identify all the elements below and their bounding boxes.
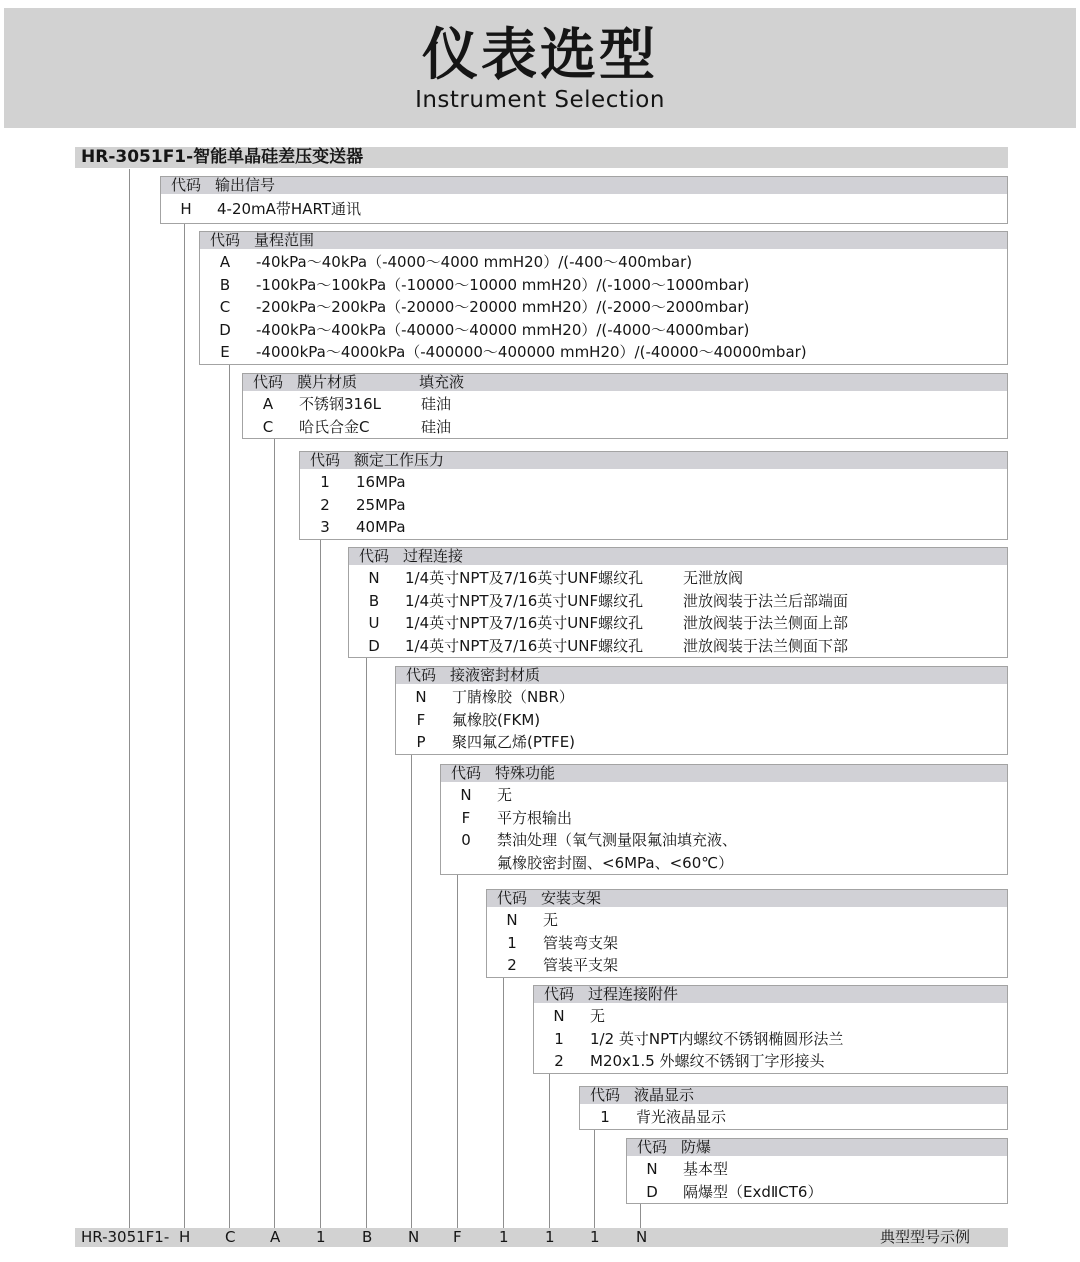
option-desc: 丁腈橡胶（NBR） bbox=[452, 688, 574, 706]
selection-table-process-connection bbox=[348, 547, 1008, 658]
option-code: N bbox=[368, 569, 380, 587]
option-desc: 无 bbox=[497, 786, 513, 804]
option-desc: 16MPa bbox=[356, 473, 406, 491]
option-fill: 硅油 bbox=[421, 395, 452, 413]
table-title: 特殊功能 bbox=[495, 764, 556, 782]
option-code: D bbox=[368, 636, 380, 655]
option-code: U bbox=[368, 614, 380, 632]
example-code-process-connection-accessory: 1 bbox=[545, 1228, 555, 1246]
option-code: H bbox=[180, 200, 192, 218]
table-header bbox=[243, 374, 1007, 393]
option-code: 3 bbox=[320, 518, 330, 536]
option-code: B bbox=[219, 275, 231, 294]
table-row bbox=[243, 416, 1007, 439]
table-row bbox=[487, 954, 1007, 977]
option-desc: 1/4英寸NPT及7/16英寸UNF螺纹孔 bbox=[405, 591, 644, 610]
table-header bbox=[580, 1087, 1007, 1106]
page-subtitle: Instrument Selection bbox=[415, 87, 665, 113]
option-code: 2 bbox=[320, 495, 330, 514]
option-code: N bbox=[553, 1007, 565, 1025]
selection-table-special-function bbox=[440, 764, 1008, 875]
option-desc: -100kPa～100kPa（-10000～10000 mmH20）/(-1000～1000mbar) bbox=[256, 275, 750, 294]
table-row bbox=[200, 274, 1007, 297]
example-code-mounting-bracket: 1 bbox=[499, 1228, 509, 1246]
option-desc2: 泄放阀装于法兰侧面下部 bbox=[683, 636, 849, 655]
example-code-process-connection: B bbox=[362, 1228, 373, 1246]
connector-line bbox=[129, 169, 130, 1228]
table-header bbox=[349, 548, 1007, 567]
table-row bbox=[396, 709, 1007, 732]
connector-line bbox=[229, 364, 230, 1228]
table-row bbox=[349, 567, 1007, 590]
option-code: F bbox=[461, 808, 471, 827]
table-row bbox=[200, 319, 1007, 342]
option-desc: 聚四氟乙烯(PTFE) bbox=[452, 733, 576, 751]
code-column-header: 代码 bbox=[451, 764, 482, 782]
example-model-prefix: HR-3051F1- bbox=[81, 1228, 170, 1246]
option-desc: 25MPa bbox=[356, 495, 406, 514]
table-header bbox=[396, 667, 1007, 686]
option-code: C bbox=[219, 298, 231, 316]
selection-table-range bbox=[199, 231, 1008, 365]
option-desc: 管装弯支架 bbox=[543, 933, 619, 952]
table-title: 过程连接附件 bbox=[588, 985, 679, 1003]
table-title: 量程范围 bbox=[254, 231, 315, 249]
table-header bbox=[300, 452, 1007, 471]
option-code: N bbox=[506, 911, 518, 929]
option-desc: 40MPa bbox=[356, 518, 406, 536]
option-code: N bbox=[460, 786, 472, 804]
code-column-header: 代码 bbox=[210, 231, 241, 249]
table-header bbox=[161, 177, 1007, 196]
code-column-header: 代码 bbox=[637, 1138, 668, 1156]
option-code: B bbox=[368, 591, 380, 610]
example-code-rated-pressure: 1 bbox=[316, 1228, 326, 1246]
table-header bbox=[487, 890, 1007, 909]
selection-table-process-connection-accessory bbox=[533, 985, 1008, 1074]
table-header bbox=[627, 1139, 1007, 1158]
table-row bbox=[200, 251, 1007, 274]
table-row bbox=[349, 590, 1007, 613]
example-model-band bbox=[75, 1228, 1008, 1247]
connector-line bbox=[503, 977, 504, 1228]
option-desc: 1/4英寸NPT及7/16英寸UNF螺纹孔 bbox=[405, 636, 644, 655]
option-code: N bbox=[415, 688, 427, 706]
option-desc: 无 bbox=[543, 911, 559, 929]
selection-table-rated-pressure bbox=[299, 451, 1008, 540]
table-row bbox=[300, 516, 1007, 539]
option-code: 2 bbox=[554, 1052, 564, 1070]
option-code: P bbox=[416, 733, 426, 751]
option-code: N bbox=[646, 1160, 658, 1178]
page-title: 仪表选型 bbox=[422, 23, 658, 88]
selection-table-output-signal bbox=[160, 176, 1008, 224]
example-code-explosion-proof: N bbox=[636, 1228, 648, 1246]
option-desc2: 泄放阀装于法兰侧面上部 bbox=[683, 614, 849, 632]
table-row bbox=[396, 686, 1007, 709]
table-row bbox=[627, 1181, 1007, 1204]
table-row bbox=[200, 341, 1007, 364]
table-row bbox=[441, 807, 1007, 830]
option-desc2: 泄放阀装于法兰后部端面 bbox=[683, 591, 849, 610]
table-row bbox=[161, 196, 1007, 223]
table-row bbox=[200, 296, 1007, 319]
example-code-output-signal: H bbox=[179, 1228, 191, 1246]
table-row bbox=[300, 494, 1007, 517]
example-code-special-function: F bbox=[453, 1228, 462, 1246]
table-row bbox=[580, 1106, 1007, 1129]
option-desc: 哈氏合金C bbox=[299, 417, 370, 436]
option-desc bbox=[497, 829, 737, 874]
connector-line bbox=[184, 222, 185, 1228]
option-code: 2 bbox=[507, 956, 517, 974]
code-column-header: 代码 bbox=[544, 985, 575, 1003]
example-code-diaphragm-material: A bbox=[270, 1228, 281, 1246]
connector-line bbox=[640, 1203, 641, 1228]
connector-line bbox=[594, 1129, 595, 1228]
option-code: 1 bbox=[554, 1029, 564, 1048]
connector-line bbox=[320, 539, 321, 1228]
option-code: A bbox=[219, 253, 231, 271]
option-desc: 1/4英寸NPT及7/16英寸UNF螺纹孔 bbox=[405, 614, 644, 632]
option-code: D bbox=[646, 1182, 658, 1201]
option-desc: 隔爆型（ExdⅡCT6） bbox=[683, 1182, 823, 1201]
option-desc: 不锈钢316L bbox=[299, 395, 381, 413]
option-desc: 4-20mA带HART通讯 bbox=[217, 200, 361, 218]
option-desc: 无 bbox=[590, 1007, 606, 1025]
connector-line bbox=[274, 438, 275, 1228]
table-row bbox=[534, 1028, 1007, 1051]
code-column-header: 代码 bbox=[253, 373, 284, 391]
code-column-header: 代码 bbox=[359, 547, 390, 565]
option-desc: 背光液晶显示 bbox=[636, 1108, 727, 1126]
selection-table-seal-material bbox=[395, 666, 1008, 755]
option-code: 0 bbox=[461, 831, 471, 849]
option-code: 1 bbox=[600, 1108, 610, 1126]
example-code-range: C bbox=[225, 1228, 236, 1246]
table-row bbox=[441, 784, 1007, 807]
option-desc: 1/2 英寸NPT内螺纹不锈钢椭圆形法兰 bbox=[590, 1029, 844, 1048]
code-column-header: 代码 bbox=[310, 451, 341, 469]
table-title: 膜片材质 bbox=[297, 373, 358, 391]
table-row bbox=[627, 1158, 1007, 1181]
table-title: 额定工作压力 bbox=[354, 451, 445, 469]
option-desc: 管装平支架 bbox=[543, 956, 619, 974]
option-desc: -40kPa～40kPa（-4000～4000 mmH20）/(-400～400mbar) bbox=[256, 253, 693, 271]
table-row bbox=[534, 1050, 1007, 1073]
option-desc: M20x1.5 外螺纹不锈钢丁字形接头 bbox=[590, 1052, 825, 1070]
option-code: A bbox=[262, 395, 274, 413]
option-code: C bbox=[262, 417, 274, 436]
option-desc2: 无泄放阀 bbox=[683, 569, 744, 587]
connector-line bbox=[366, 657, 367, 1228]
selection-table-lcd-display bbox=[579, 1086, 1008, 1130]
selection-table-mounting-bracket bbox=[486, 889, 1008, 978]
code-column-header: 代码 bbox=[171, 176, 202, 194]
table-row bbox=[300, 471, 1007, 494]
option-code: 1 bbox=[320, 473, 330, 491]
option-fill: 硅油 bbox=[421, 417, 452, 436]
fill-column-header: 填充液 bbox=[419, 373, 465, 391]
table-row bbox=[243, 393, 1007, 416]
option-desc: -4000kPa～4000kPa（-400000～400000 mmH20）/(-40000～40000mbar) bbox=[256, 343, 807, 361]
table-title: 接液密封材质 bbox=[450, 666, 541, 684]
option-code: F bbox=[416, 710, 426, 729]
connector-line bbox=[411, 754, 412, 1228]
option-desc: 平方根输出 bbox=[497, 808, 573, 827]
option-desc: 1/4英寸NPT及7/16英寸UNF螺纹孔 bbox=[405, 569, 644, 587]
option-desc: -400kPa～400kPa（-40000～40000 mmH20）/(-4000～4000mbar) bbox=[256, 320, 750, 339]
option-desc: 氟橡胶(FKM) bbox=[452, 710, 541, 729]
example-caption: 典型型号示例 bbox=[879, 1228, 970, 1246]
table-row bbox=[349, 612, 1007, 635]
table-row bbox=[487, 932, 1007, 955]
example-code-seal-material: N bbox=[408, 1228, 420, 1246]
table-row bbox=[441, 829, 1007, 874]
option-desc: -200kPa～200kPa（-20000～20000 mmH20）/(-2000～2000mbar) bbox=[256, 298, 750, 316]
connector-line bbox=[457, 874, 458, 1228]
code-column-header: 代码 bbox=[497, 889, 528, 907]
table-header bbox=[200, 232, 1007, 251]
code-column-header: 代码 bbox=[406, 666, 437, 684]
table-title: 液晶显示 bbox=[634, 1086, 695, 1104]
table-header bbox=[534, 986, 1007, 1005]
table-title: 防爆 bbox=[681, 1138, 712, 1156]
option-desc: 基本型 bbox=[683, 1160, 729, 1178]
table-title: 输出信号 bbox=[215, 176, 276, 194]
connector-line bbox=[549, 1073, 550, 1228]
table-title: 安装支架 bbox=[541, 889, 602, 907]
selection-table-diaphragm-material bbox=[242, 373, 1008, 439]
selection-table-explosion-proof bbox=[626, 1138, 1008, 1204]
example-code-lcd-display: 1 bbox=[590, 1228, 600, 1246]
table-row bbox=[349, 635, 1007, 658]
option-code: E bbox=[220, 343, 230, 361]
code-column-header: 代码 bbox=[590, 1086, 621, 1104]
option-desc-line1: 禁油处理（氧气测量限氟油填充液、 bbox=[497, 831, 738, 849]
table-header bbox=[441, 765, 1007, 784]
table-row bbox=[396, 731, 1007, 754]
table-row bbox=[487, 909, 1007, 932]
option-code: 1 bbox=[507, 933, 517, 952]
product-title-bar: HR-3051F1-智能单晶硅差压变送器 bbox=[75, 147, 1008, 168]
page-banner bbox=[4, 8, 1076, 128]
table-row bbox=[534, 1005, 1007, 1028]
option-code: D bbox=[219, 320, 231, 339]
option-desc-line2: 氟橡胶密封圈、<6MPa、<60℃） bbox=[497, 853, 734, 872]
table-title: 过程连接 bbox=[403, 547, 464, 565]
